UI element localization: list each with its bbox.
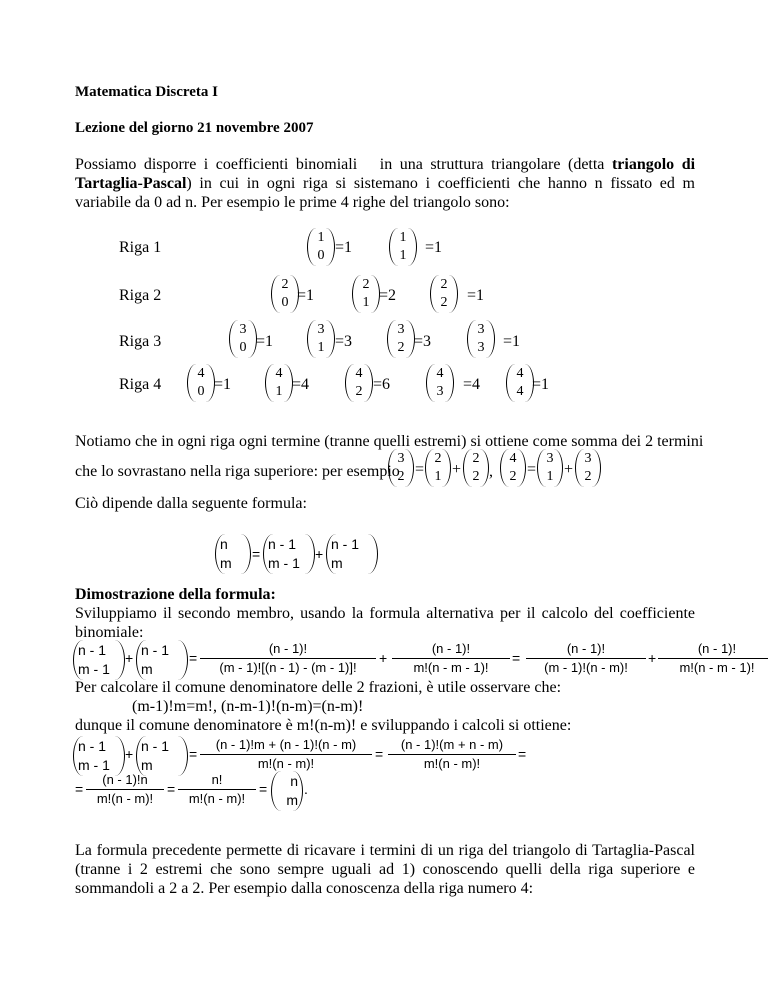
row-label-1: Riga 1	[119, 239, 162, 256]
example-plus-1: +	[452, 461, 462, 478]
fraction-4: $\frac{(n - 1)!}{m!(n - m - 1)!}$	[658, 641, 768, 676]
expansion3-equals3: =	[259, 781, 268, 797]
expansion2-binom-b: n - 1 m	[136, 736, 188, 776]
expansion2-equals3: =	[518, 746, 527, 762]
value-4-3: =4	[463, 376, 481, 393]
dimostrazione-heading: Dimostrazione della formula:	[75, 586, 276, 603]
conclusione-paragraph: La formula precedente permette di ricavare i termini di un riga del triangolo di Tartaglia-Pascal (tranne i 2 estremi che sono sempre uguali ad 1) conoscendo quelli della riga superiore e sommandoli a 2 a 2. Per esempio dalla conoscenza della riga numero 4:	[75, 842, 695, 897]
expansion3-binom-n-m: n m	[271, 771, 303, 811]
dunque-text: dunque il comune denominatore è m!(n-m)! e sviluppando i calcoli si ottiene:	[75, 717, 572, 734]
value-3-1: =3	[335, 333, 353, 350]
formula-plus: +	[315, 546, 324, 562]
expansion1-binom-a: n - 1 m - 1	[73, 640, 125, 680]
value-3-3: =1	[503, 333, 521, 350]
example-equals-2: =	[527, 461, 537, 478]
binom-3-0: 3 0	[229, 320, 257, 358]
expansion1-plus: +	[125, 650, 134, 666]
value-2-1: =2	[379, 287, 397, 304]
formula-binom-n-m: n m	[215, 534, 251, 574]
formula-binom-n1-m: n - 1 m	[326, 534, 378, 574]
expansion2-plus: +	[125, 746, 134, 762]
binom-2-2: 2 2	[430, 275, 458, 313]
binom-2-1: 2 1	[352, 275, 380, 313]
intro-part1: Possiamo disporre i coefficienti binomiali	[75, 156, 358, 173]
expansion1-plus3: +	[648, 650, 657, 666]
binom-4-2: 4 2	[345, 364, 373, 402]
expansion2-equals: =	[189, 746, 198, 762]
notiamo-line2: che lo sovrastano nella riga superiore: per esempio	[75, 463, 400, 480]
fraction-7: $\frac{(n - 1)!n}{m!(n - m)!}$	[86, 772, 164, 807]
binom-3-2: 3 2	[387, 320, 415, 358]
lesson-date: Lezione del giorno 21 novembre 2007	[75, 120, 314, 136]
document-title: Matematica Discreta I	[75, 84, 218, 100]
value-2-0: =1	[297, 287, 315, 304]
example-binom-2-2: 2 2	[463, 449, 489, 487]
fraction-1: $\frac{(n - 1)!}{(m - 1)![(n - 1) - (m - 1)]!}$	[200, 641, 376, 676]
value-1-1: =1	[425, 239, 443, 256]
row-label-4: Riga 4	[119, 376, 162, 393]
value-1-0: =1	[335, 239, 353, 256]
expansion3-period: .	[304, 781, 308, 797]
binom-2-0: 2 0	[271, 275, 299, 313]
expansion3-equals2: =	[167, 781, 176, 797]
dipende-text: Ciò dipende dalla seguente formula:	[75, 495, 307, 512]
fraction-8: $\frac{n!}{m!(n - m)!}$	[178, 772, 256, 807]
binom-4-1: 4 1	[265, 364, 293, 402]
value-3-2: =3	[414, 333, 432, 350]
example-equals-1: =	[415, 461, 425, 478]
row-label-2: Riga 2	[119, 287, 162, 304]
value-3-0: =1	[256, 333, 274, 350]
example-binom-4-2: 4 2	[500, 449, 526, 487]
notiamo-line1: Notiamo che in ogni riga ogni termine (tranne quelli estremi) si ottiene come somma dei 2 termini	[75, 433, 704, 450]
binom-4-0: 4 0	[187, 364, 215, 402]
per-calcolare-text: Per calcolare il comune denominatore delle 2 frazioni, è utile osservare che:	[75, 679, 562, 696]
binom-4-3: 4 3	[426, 364, 454, 402]
expansion2-equals2: =	[375, 746, 384, 762]
fraction-3: $\frac{(n - 1)!}{(m - 1)!(n - m)!}$	[526, 641, 646, 676]
binom-3-1: 3 1	[307, 320, 335, 358]
formula-binom-n1-m1: n - 1 m - 1	[263, 534, 315, 574]
value-4-2: =6	[373, 376, 391, 393]
formula-equals: =	[252, 546, 261, 562]
example-binom-3-2: 3 2	[388, 449, 414, 487]
binom-4-4: 4 4	[506, 364, 534, 402]
expansion1-binom-b: n - 1 m	[136, 640, 188, 680]
expansion2-binom-a: n - 1 m - 1	[73, 736, 125, 776]
value-4-0: =1	[214, 376, 232, 393]
intro-part3: ) in cui in ogni riga si sistemano i coefficienti che hanno n fissato ed m variabile da 0 ad n. Per esempio le prime 4 righe del triangolo sono:	[75, 175, 695, 211]
row-label-3: Riga 3	[119, 333, 162, 350]
dimostrazione-text: Sviluppiamo il secondo membro, usando la formula alternativa per il calcolo del coefficiente binomiale:	[75, 605, 695, 641]
example-binom-2-1: 2 1	[425, 449, 451, 487]
expansion1-equals2: =	[512, 650, 521, 666]
expansion1-plus2: +	[379, 650, 388, 666]
fraction-5: $\frac{(n - 1)!m + (n - 1)!(n - m)}{m!(n - m)!}$	[200, 737, 372, 772]
binom-3-3: 3 3	[467, 320, 495, 358]
expansion3-equals: =	[75, 781, 84, 797]
binom-1-0: 1 0	[307, 228, 335, 266]
intro-paragraph	[75, 155, 695, 212]
example-binom-3-1: 3 1	[537, 449, 563, 487]
example-comma: ,	[489, 463, 493, 480]
intro-part2: in una struttura triangolare (detta	[379, 156, 605, 173]
value-2-2: =1	[467, 287, 485, 304]
binom-1-1: 1 1	[389, 228, 417, 266]
example-plus-2: +	[564, 461, 574, 478]
fraction-2: $\frac{(n - 1)!}{m!(n - m - 1)!}$	[392, 641, 510, 676]
intro-bold-term: triangolo di Tartaglia-Pascal	[75, 156, 696, 192]
value-4-4: =1	[532, 376, 550, 393]
observation-formula: (m-1)!m=m!, (n-m-1)!(n-m)=(n-m)!	[132, 698, 364, 715]
value-4-1: =4	[292, 376, 310, 393]
fraction-6: $\frac{(n - 1)!(m + n - m)}{m!(n - m)!}$	[388, 737, 516, 772]
example-binom-3-2b: 3 2	[575, 449, 601, 487]
expansion1-equals: =	[189, 650, 198, 666]
